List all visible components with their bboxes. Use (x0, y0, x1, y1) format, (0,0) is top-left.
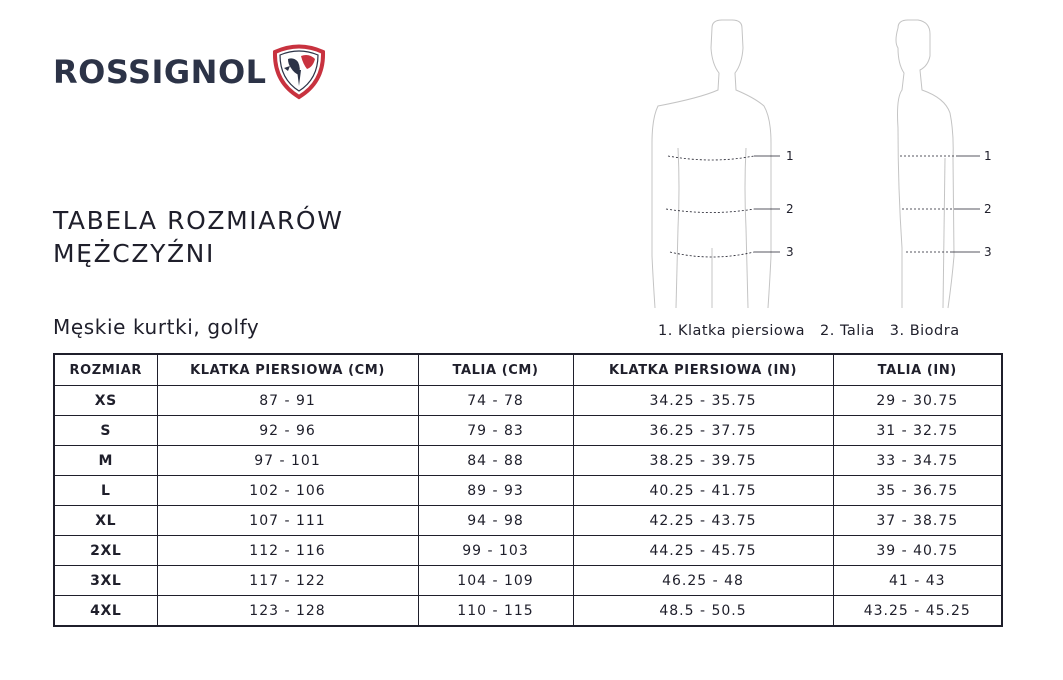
size-chart-table (53, 353, 1003, 627)
marker-2-side: 2 (984, 202, 992, 216)
legend-hips: 3. Biodra (889, 323, 960, 339)
brand-logo (53, 44, 328, 100)
marker-3-side: 3 (984, 245, 992, 259)
table-row (54, 536, 1002, 566)
marker-3-front: 3 (786, 245, 794, 259)
waist-cm-cell: 89 - 93 (418, 476, 573, 506)
chest-in-cell: 34.25 - 35.75 (573, 386, 833, 416)
chest-in-cell: 42.25 - 43.75 (573, 506, 833, 536)
header-waist-cm: TALIA (CM) (418, 354, 573, 386)
front-body-figure (652, 20, 771, 308)
chest-cm-cell: 123 - 128 (157, 596, 418, 627)
chest-cm-cell: 107 - 111 (157, 506, 418, 536)
chest-cm-cell: 117 - 122 (157, 566, 418, 596)
waist-in-cell: 35 - 36.75 (833, 476, 1002, 506)
marker-2-front: 2 (786, 202, 794, 216)
header-size: ROZMIAR (54, 354, 157, 386)
waist-in-cell: 33 - 34.75 (833, 446, 1002, 476)
chest-in-cell: 40.25 - 41.75 (573, 476, 833, 506)
side-body-figure (896, 20, 954, 308)
chest-cm-cell: 112 - 116 (157, 536, 418, 566)
size-cell: M (54, 446, 157, 476)
title-line-2: MĘŻCZYŹNI (53, 238, 215, 268)
marker-1-front: 1 (786, 149, 794, 163)
brand-wordmark: ROSSIGNOL (53, 53, 267, 91)
waist-cm-cell: 84 - 88 (418, 446, 573, 476)
chest-cm-cell: 97 - 101 (157, 446, 418, 476)
size-cell: L (54, 476, 157, 506)
waist-cm-cell: 79 - 83 (418, 416, 573, 446)
chest-in-cell: 46.25 - 48 (573, 566, 833, 596)
header-chest-in: KLATKA PIERSIOWA (IN) (573, 354, 833, 386)
table-row (54, 476, 1002, 506)
chest-in-cell: 36.25 - 37.75 (573, 416, 833, 446)
table-row (54, 506, 1002, 536)
legend-waist: 2. Talia (820, 323, 875, 339)
waist-cm-cell: 104 - 109 (418, 566, 573, 596)
measurement-lines (666, 156, 958, 257)
chest-in-cell: 48.5 - 50.5 (573, 596, 833, 627)
waist-in-cell: 29 - 30.75 (833, 386, 1002, 416)
size-cell: 3XL (54, 566, 157, 596)
waist-in-cell: 31 - 32.75 (833, 416, 1002, 446)
chest-cm-cell: 87 - 91 (157, 386, 418, 416)
product-category: Męskie kurtki, golfy (53, 315, 260, 339)
waist-in-cell: 43.25 - 45.25 (833, 596, 1002, 627)
chest-in-cell: 44.25 - 45.75 (573, 536, 833, 566)
waist-in-cell: 37 - 38.75 (833, 506, 1002, 536)
table-row (54, 596, 1002, 627)
header-chest-cm: KLATKA PIERSIOWA (CM) (157, 354, 418, 386)
rooster-shield-icon (270, 42, 328, 100)
waist-cm-cell: 94 - 98 (418, 506, 573, 536)
measurement-legend (658, 323, 960, 339)
page-title (53, 205, 344, 270)
size-cell: 2XL (54, 536, 157, 566)
table-row (54, 446, 1002, 476)
table-row (54, 386, 1002, 416)
table-header-row (54, 354, 1002, 386)
table-row (54, 566, 1002, 596)
waist-in-cell: 39 - 40.75 (833, 536, 1002, 566)
waist-cm-cell: 110 - 115 (418, 596, 573, 627)
marker-1-side: 1 (984, 149, 992, 163)
header-waist-in: TALIA (IN) (833, 354, 1002, 386)
size-cell: S (54, 416, 157, 446)
title-line-1: TABELA ROZMIARÓW (53, 206, 344, 235)
waist-in-cell: 41 - 43 (833, 566, 1002, 596)
chest-in-cell: 38.25 - 39.75 (573, 446, 833, 476)
waist-cm-cell: 99 - 103 (418, 536, 573, 566)
size-cell: XS (54, 386, 157, 416)
chest-cm-cell: 92 - 96 (157, 416, 418, 446)
size-cell: XL (54, 506, 157, 536)
table-row (54, 416, 1002, 446)
chest-cm-cell: 102 - 106 (157, 476, 418, 506)
waist-cm-cell: 74 - 78 (418, 386, 573, 416)
body-measurement-figures (640, 18, 1020, 318)
legend-chest: 1. Klatka piersiowa (658, 323, 806, 339)
size-cell: 4XL (54, 596, 157, 627)
